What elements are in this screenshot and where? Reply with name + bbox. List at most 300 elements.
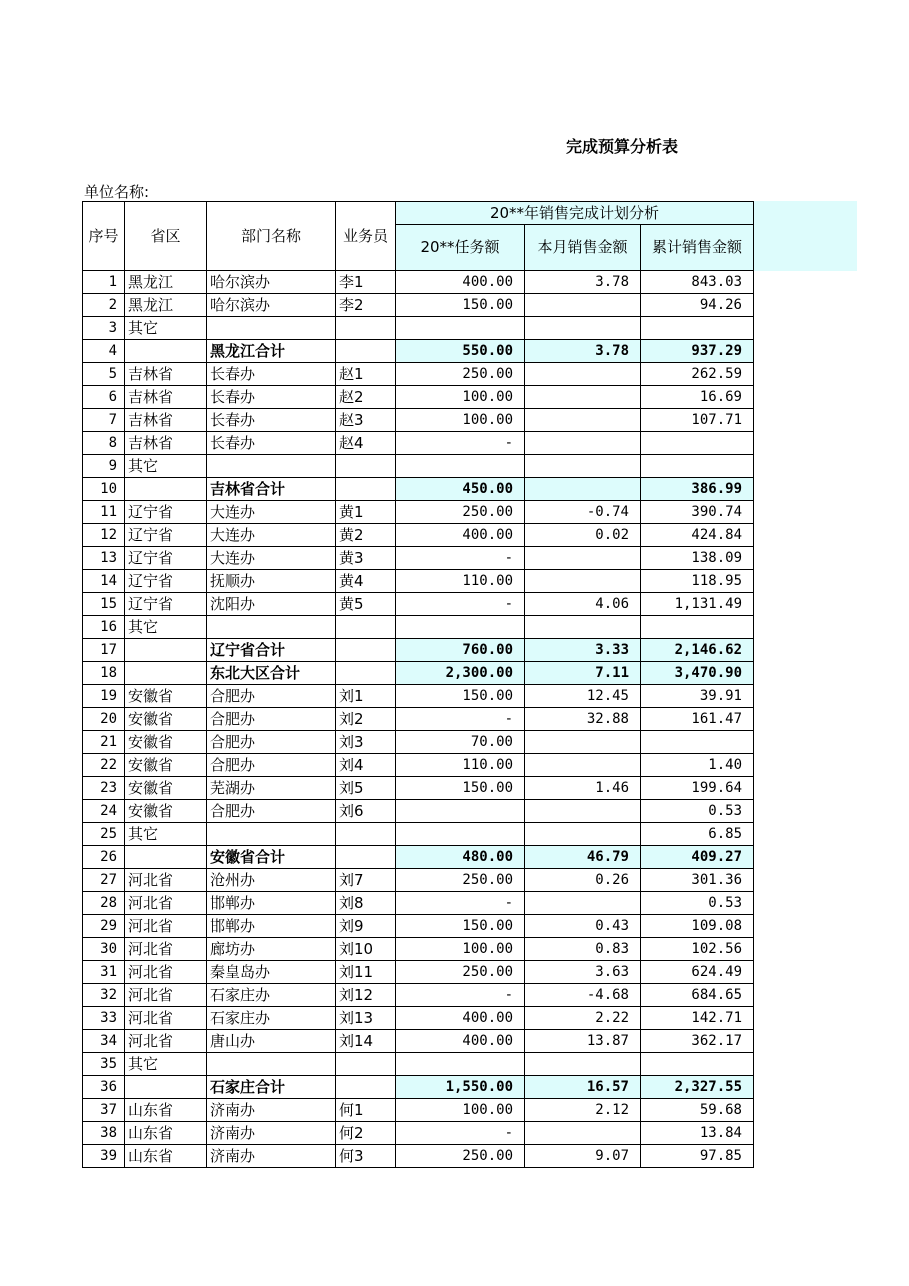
cell-task: 250.00 <box>396 363 525 386</box>
cell-task: 2,300.00 <box>396 662 525 685</box>
header-task: 20**任务额 <box>396 225 525 271</box>
table-row <box>83 593 754 616</box>
cell-month <box>525 432 641 455</box>
cell-cumulative: 1,131.49 <box>641 593 754 616</box>
cell-task: - <box>396 593 525 616</box>
cell-province: 安徽省 <box>125 708 207 731</box>
cell-task: 150.00 <box>396 685 525 708</box>
cell-cumulative: 142.71 <box>641 1007 754 1030</box>
cell-cumulative: 59.68 <box>641 1099 754 1122</box>
subtotal-row <box>83 1076 754 1099</box>
table-row <box>83 731 754 754</box>
cell-salesman: 刘8 <box>336 892 396 915</box>
cell-dept: 合肥办 <box>207 685 336 708</box>
cell-seq: 30 <box>83 938 125 961</box>
cell-month <box>525 455 641 478</box>
cell-salesman: 李1 <box>336 271 396 294</box>
table-row <box>83 961 754 984</box>
cell-month: -0.74 <box>525 501 641 524</box>
cell-cumulative: 2,146.62 <box>641 639 754 662</box>
cell-cumulative: 102.56 <box>641 938 754 961</box>
cell-cumulative: 2,327.55 <box>641 1076 754 1099</box>
cell-salesman: 刘11 <box>336 961 396 984</box>
cell-seq: 19 <box>83 685 125 708</box>
cell-cumulative: 199.64 <box>641 777 754 800</box>
cell-dept: 哈尔滨办 <box>207 294 336 317</box>
cell-cumulative: 16.69 <box>641 386 754 409</box>
cell-dept: 安徽省合计 <box>207 846 336 869</box>
cell-task: - <box>396 892 525 915</box>
cell-salesman: 赵4 <box>336 432 396 455</box>
cell-month: 1.46 <box>525 777 641 800</box>
cell-cumulative: 937.29 <box>641 340 754 363</box>
cell-task: 250.00 <box>396 961 525 984</box>
page-title: 完成预算分析表 <box>566 137 679 156</box>
header-province: 省区 <box>125 202 207 271</box>
cell-province: 吉林省 <box>125 409 207 432</box>
cell-month <box>525 570 641 593</box>
cell-dept: 石家庄办 <box>207 1007 336 1030</box>
cell-month: 3.78 <box>525 271 641 294</box>
cell-seq: 33 <box>83 1007 125 1030</box>
cell-month: 2.22 <box>525 1007 641 1030</box>
cell-task: - <box>396 547 525 570</box>
cell-seq: 3 <box>83 317 125 340</box>
cell-task: 1,550.00 <box>396 1076 525 1099</box>
cell-dept <box>207 823 336 846</box>
cell-task: 70.00 <box>396 731 525 754</box>
cell-task: 100.00 <box>396 409 525 432</box>
cell-salesman: 赵1 <box>336 363 396 386</box>
header-dept: 部门名称 <box>207 202 336 271</box>
cell-dept <box>207 616 336 639</box>
cell-seq: 36 <box>83 1076 125 1099</box>
table-row <box>83 1122 754 1145</box>
cell-task <box>396 800 525 823</box>
cell-month: 0.83 <box>525 938 641 961</box>
cell-dept: 邯郸办 <box>207 892 336 915</box>
cell-dept: 大连办 <box>207 501 336 524</box>
cell-salesman: 刘2 <box>336 708 396 731</box>
table-body <box>83 271 754 1168</box>
table-row <box>83 1053 754 1076</box>
cell-province: 河北省 <box>125 869 207 892</box>
cell-cumulative: 39.91 <box>641 685 754 708</box>
cell-task: 150.00 <box>396 915 525 938</box>
cell-salesman <box>336 823 396 846</box>
cell-dept: 抚顺办 <box>207 570 336 593</box>
cell-month: 32.88 <box>525 708 641 731</box>
cell-province: 其它 <box>125 317 207 340</box>
cell-salesman: 刘12 <box>336 984 396 1007</box>
cell-task: - <box>396 984 525 1007</box>
table-row <box>83 1099 754 1122</box>
cell-seq: 26 <box>83 846 125 869</box>
cell-month: 0.26 <box>525 869 641 892</box>
cell-month: -4.68 <box>525 984 641 1007</box>
cell-cumulative: 624.49 <box>641 961 754 984</box>
cell-seq: 21 <box>83 731 125 754</box>
unit-label: 单位名称: <box>84 183 150 201</box>
cell-province: 山东省 <box>125 1145 207 1168</box>
cell-salesman <box>336 1053 396 1076</box>
cell-month: 9.07 <box>525 1145 641 1168</box>
cell-dept: 济南办 <box>207 1145 336 1168</box>
cell-seq: 35 <box>83 1053 125 1076</box>
cell-month <box>525 294 641 317</box>
cell-task: 150.00 <box>396 777 525 800</box>
cell-month: 12.45 <box>525 685 641 708</box>
cell-dept: 哈尔滨办 <box>207 271 336 294</box>
cell-month: 3.33 <box>525 639 641 662</box>
cell-cumulative: 386.99 <box>641 478 754 501</box>
cell-task: 400.00 <box>396 524 525 547</box>
table-row <box>83 823 754 846</box>
cell-task: - <box>396 708 525 731</box>
table-row <box>83 547 754 570</box>
cell-month <box>525 823 641 846</box>
cell-cumulative <box>641 1053 754 1076</box>
cell-dept: 合肥办 <box>207 708 336 731</box>
table-row <box>83 915 754 938</box>
cell-province: 辽宁省 <box>125 593 207 616</box>
cell-cumulative: 109.08 <box>641 915 754 938</box>
cell-province <box>125 846 207 869</box>
cell-province <box>125 1076 207 1099</box>
cell-salesman <box>336 317 396 340</box>
header-month: 本月销售金额 <box>525 225 641 271</box>
cell-cumulative <box>641 731 754 754</box>
cell-dept: 黑龙江合计 <box>207 340 336 363</box>
cell-province: 山东省 <box>125 1099 207 1122</box>
cell-salesman <box>336 478 396 501</box>
cell-province: 安徽省 <box>125 777 207 800</box>
cell-salesman: 黄4 <box>336 570 396 593</box>
cell-cumulative: 118.95 <box>641 570 754 593</box>
table-row <box>83 1030 754 1053</box>
cell-month <box>525 317 641 340</box>
cell-salesman: 李2 <box>336 294 396 317</box>
cell-month <box>525 616 641 639</box>
cell-cumulative <box>641 317 754 340</box>
cell-dept <box>207 317 336 340</box>
cell-province: 吉林省 <box>125 386 207 409</box>
cell-cumulative <box>641 432 754 455</box>
cell-province: 河北省 <box>125 915 207 938</box>
cell-dept: 石家庄合计 <box>207 1076 336 1099</box>
cell-task: 400.00 <box>396 1007 525 1030</box>
table-row <box>83 938 754 961</box>
cell-month <box>525 363 641 386</box>
cell-month <box>525 731 641 754</box>
cell-province: 河北省 <box>125 984 207 1007</box>
subtotal-row <box>83 340 754 363</box>
cell-month <box>525 800 641 823</box>
table-row <box>83 869 754 892</box>
cell-province: 安徽省 <box>125 754 207 777</box>
cell-task: - <box>396 1122 525 1145</box>
cell-cumulative: 138.09 <box>641 547 754 570</box>
cell-seq: 14 <box>83 570 125 593</box>
cell-salesman: 刘7 <box>336 869 396 892</box>
cell-dept: 沈阳办 <box>207 593 336 616</box>
cell-task: 760.00 <box>396 639 525 662</box>
cell-salesman <box>336 639 396 662</box>
cell-salesman: 赵3 <box>336 409 396 432</box>
cell-salesman <box>336 340 396 363</box>
cell-province: 辽宁省 <box>125 570 207 593</box>
cell-salesman <box>336 1076 396 1099</box>
cell-cumulative <box>641 455 754 478</box>
cell-province: 河北省 <box>125 938 207 961</box>
cell-cumulative: 94.26 <box>641 294 754 317</box>
cell-month: 2.12 <box>525 1099 641 1122</box>
cell-seq: 29 <box>83 915 125 938</box>
subtotal-row <box>83 846 754 869</box>
cell-task <box>396 616 525 639</box>
table-row <box>83 777 754 800</box>
cell-cumulative: 3,470.90 <box>641 662 754 685</box>
cell-seq: 25 <box>83 823 125 846</box>
cell-dept: 大连办 <box>207 524 336 547</box>
cell-salesman <box>336 662 396 685</box>
cell-cumulative: 0.53 <box>641 892 754 915</box>
cell-dept: 合肥办 <box>207 754 336 777</box>
cell-task: 450.00 <box>396 478 525 501</box>
cell-dept <box>207 455 336 478</box>
cell-task: 250.00 <box>396 501 525 524</box>
cell-cumulative <box>641 616 754 639</box>
cell-month <box>525 547 641 570</box>
cell-dept: 大连办 <box>207 547 336 570</box>
cell-task: 100.00 <box>396 386 525 409</box>
cell-province: 安徽省 <box>125 685 207 708</box>
cell-province: 其它 <box>125 823 207 846</box>
cell-cumulative: 424.84 <box>641 524 754 547</box>
cell-cumulative: 161.47 <box>641 708 754 731</box>
cell-task: 550.00 <box>396 340 525 363</box>
cell-dept: 长春办 <box>207 432 336 455</box>
cell-seq: 6 <box>83 386 125 409</box>
cell-dept: 长春办 <box>207 386 336 409</box>
cell-province: 黑龙江 <box>125 271 207 294</box>
cell-seq: 20 <box>83 708 125 731</box>
table-row <box>83 708 754 731</box>
cell-seq: 7 <box>83 409 125 432</box>
cell-province: 吉林省 <box>125 432 207 455</box>
cell-province: 河北省 <box>125 961 207 984</box>
cell-province: 辽宁省 <box>125 501 207 524</box>
cell-month <box>525 409 641 432</box>
subtotal-row <box>83 662 754 685</box>
table-row <box>83 984 754 1007</box>
table-row <box>83 501 754 524</box>
cell-province <box>125 478 207 501</box>
cell-task: 250.00 <box>396 1145 525 1168</box>
cell-cumulative: 843.03 <box>641 271 754 294</box>
cell-cumulative: 390.74 <box>641 501 754 524</box>
cell-seq: 24 <box>83 800 125 823</box>
cell-salesman: 刘3 <box>336 731 396 754</box>
cell-month: 4.06 <box>525 593 641 616</box>
cell-province: 吉林省 <box>125 363 207 386</box>
table-row <box>83 1007 754 1030</box>
cell-month: 0.43 <box>525 915 641 938</box>
cell-seq: 2 <box>83 294 125 317</box>
cell-province <box>125 662 207 685</box>
cell-month <box>525 754 641 777</box>
cell-month <box>525 1122 641 1145</box>
table-row <box>83 1145 754 1168</box>
header-seq: 序号 <box>83 202 125 271</box>
table-row <box>83 616 754 639</box>
header-salesman: 业务员 <box>336 202 396 271</box>
cell-salesman: 黄3 <box>336 547 396 570</box>
cell-salesman <box>336 846 396 869</box>
cell-dept: 东北大区合计 <box>207 662 336 685</box>
cell-task: 400.00 <box>396 271 525 294</box>
cell-task <box>396 455 525 478</box>
cell-dept: 合肥办 <box>207 731 336 754</box>
cell-month <box>525 386 641 409</box>
cell-dept: 芜湖办 <box>207 777 336 800</box>
cell-dept: 济南办 <box>207 1122 336 1145</box>
cell-month: 7.11 <box>525 662 641 685</box>
cell-task <box>396 1053 525 1076</box>
cell-salesman: 刘10 <box>336 938 396 961</box>
cell-month: 3.63 <box>525 961 641 984</box>
cell-task: 110.00 <box>396 570 525 593</box>
cell-province: 其它 <box>125 616 207 639</box>
table-row <box>83 432 754 455</box>
cell-province: 河北省 <box>125 1030 207 1053</box>
table-row <box>83 892 754 915</box>
budget-analysis-table <box>82 201 754 1168</box>
table-row <box>83 294 754 317</box>
cell-task: 110.00 <box>396 754 525 777</box>
cell-dept: 长春办 <box>207 409 336 432</box>
cell-seq: 18 <box>83 662 125 685</box>
cell-province: 其它 <box>125 1053 207 1076</box>
table-row <box>83 271 754 294</box>
table-row <box>83 317 754 340</box>
cell-month: 13.87 <box>525 1030 641 1053</box>
cell-province: 河北省 <box>125 892 207 915</box>
cell-salesman <box>336 616 396 639</box>
cell-cumulative: 362.17 <box>641 1030 754 1053</box>
cell-seq: 10 <box>83 478 125 501</box>
cell-seq: 5 <box>83 363 125 386</box>
cell-dept: 秦皇岛办 <box>207 961 336 984</box>
cell-salesman: 黄2 <box>336 524 396 547</box>
cell-salesman: 刘1 <box>336 685 396 708</box>
cell-province: 黑龙江 <box>125 294 207 317</box>
cell-cumulative: 409.27 <box>641 846 754 869</box>
cell-province: 辽宁省 <box>125 547 207 570</box>
cell-cumulative: 6.85 <box>641 823 754 846</box>
cell-dept: 辽宁省合计 <box>207 639 336 662</box>
header-cumulative: 累计销售金额 <box>641 225 754 271</box>
cell-task: 150.00 <box>396 294 525 317</box>
cell-seq: 13 <box>83 547 125 570</box>
cell-task: 100.00 <box>396 1099 525 1122</box>
cell-seq: 34 <box>83 1030 125 1053</box>
header-group: 20**年销售完成计划分析 <box>396 202 754 225</box>
cell-cumulative: 107.71 <box>641 409 754 432</box>
cell-dept: 合肥办 <box>207 800 336 823</box>
header-highlight-extension <box>752 201 857 271</box>
cell-seq: 15 <box>83 593 125 616</box>
cell-seq: 1 <box>83 271 125 294</box>
cell-seq: 37 <box>83 1099 125 1122</box>
cell-seq: 16 <box>83 616 125 639</box>
cell-cumulative: 13.84 <box>641 1122 754 1145</box>
cell-salesman: 何2 <box>336 1122 396 1145</box>
cell-dept: 长春办 <box>207 363 336 386</box>
table-row <box>83 455 754 478</box>
table-row <box>83 570 754 593</box>
cell-seq: 9 <box>83 455 125 478</box>
cell-salesman: 刘9 <box>336 915 396 938</box>
table-row <box>83 524 754 547</box>
cell-month: 0.02 <box>525 524 641 547</box>
cell-seq: 22 <box>83 754 125 777</box>
cell-salesman: 何3 <box>336 1145 396 1168</box>
cell-cumulative: 301.36 <box>641 869 754 892</box>
cell-salesman: 刘13 <box>336 1007 396 1030</box>
cell-seq: 12 <box>83 524 125 547</box>
cell-task: 100.00 <box>396 938 525 961</box>
cell-seq: 27 <box>83 869 125 892</box>
subtotal-row <box>83 639 754 662</box>
cell-salesman: 黄5 <box>336 593 396 616</box>
cell-salesman: 刘14 <box>336 1030 396 1053</box>
cell-seq: 23 <box>83 777 125 800</box>
cell-salesman: 黄1 <box>336 501 396 524</box>
table-row <box>83 363 754 386</box>
cell-cumulative: 262.59 <box>641 363 754 386</box>
cell-province: 山东省 <box>125 1122 207 1145</box>
cell-cumulative: 97.85 <box>641 1145 754 1168</box>
cell-cumulative: 1.40 <box>641 754 754 777</box>
cell-cumulative: 0.53 <box>641 800 754 823</box>
cell-dept: 济南办 <box>207 1099 336 1122</box>
cell-salesman: 赵2 <box>336 386 396 409</box>
cell-seq: 32 <box>83 984 125 1007</box>
table-row <box>83 386 754 409</box>
table-row <box>83 800 754 823</box>
cell-task: - <box>396 432 525 455</box>
cell-month: 3.78 <box>525 340 641 363</box>
cell-seq: 8 <box>83 432 125 455</box>
cell-task <box>396 317 525 340</box>
cell-seq: 31 <box>83 961 125 984</box>
cell-salesman: 何1 <box>336 1099 396 1122</box>
cell-salesman: 刘6 <box>336 800 396 823</box>
cell-dept: 石家庄办 <box>207 984 336 1007</box>
cell-cumulative: 684.65 <box>641 984 754 1007</box>
cell-province: 辽宁省 <box>125 524 207 547</box>
cell-province: 安徽省 <box>125 800 207 823</box>
cell-province: 其它 <box>125 455 207 478</box>
cell-province: 安徽省 <box>125 731 207 754</box>
cell-province <box>125 340 207 363</box>
cell-dept: 廊坊办 <box>207 938 336 961</box>
cell-dept <box>207 1053 336 1076</box>
cell-dept: 吉林省合计 <box>207 478 336 501</box>
cell-task: 250.00 <box>396 869 525 892</box>
cell-seq: 11 <box>83 501 125 524</box>
